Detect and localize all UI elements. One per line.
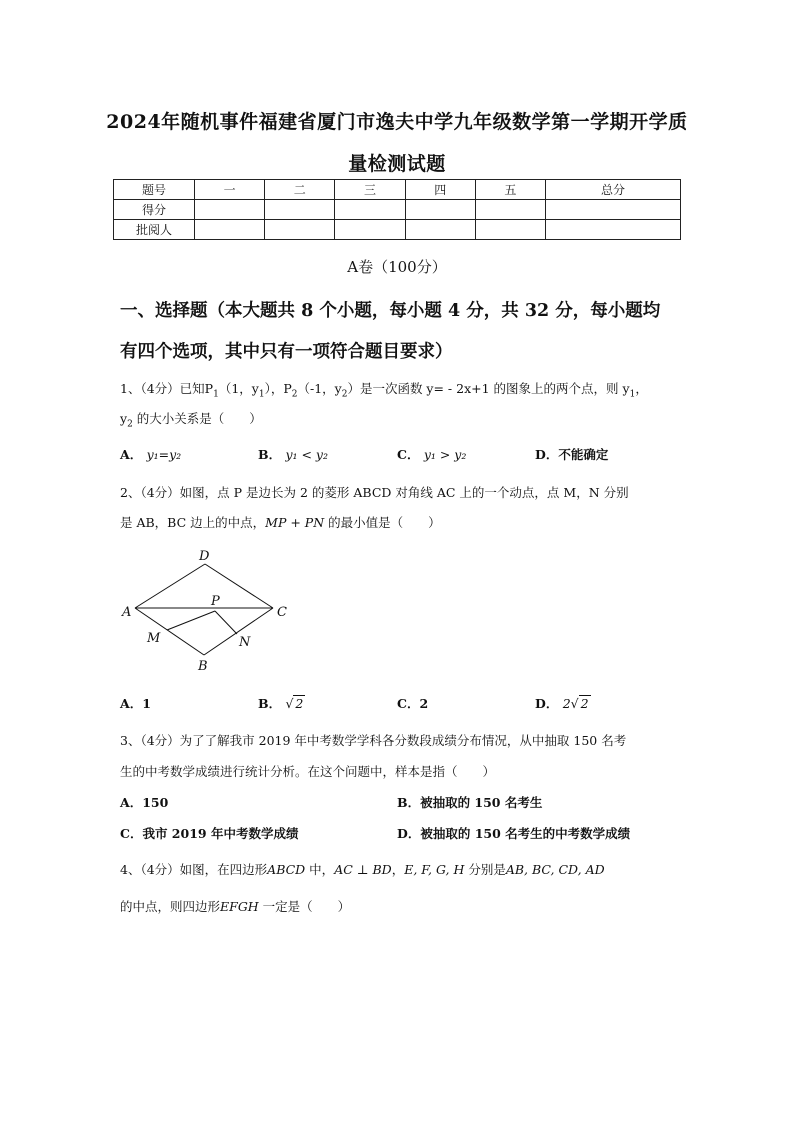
- label-a: A: [122, 605, 132, 620]
- q1-text: （-1，y: [297, 381, 342, 396]
- option-label: B．: [258, 447, 282, 462]
- header-cell: 二: [265, 180, 335, 200]
- q4-math: EFGH: [220, 899, 259, 914]
- reviewer-cell[interactable]: [335, 220, 405, 240]
- subscript: 2: [291, 389, 298, 400]
- q3-option-b[interactable]: B．被抽取的 150 名考生: [397, 795, 543, 810]
- q4-math: AC ⊥ BD: [334, 862, 392, 877]
- q1-line-1: [120, 379, 648, 400]
- q1-text: ），P: [264, 381, 292, 396]
- q1-option-d[interactable]: D．不能确定: [535, 447, 609, 462]
- section-a-heading: A卷（100分）: [347, 258, 447, 276]
- option-math: 2: [295, 696, 304, 711]
- option-math: y₁=y₂: [146, 447, 182, 462]
- q1-text: （1，y: [218, 381, 259, 396]
- reviewer-cell[interactable]: [546, 220, 681, 240]
- reviewer-row: [114, 220, 681, 240]
- q1-text: ，: [635, 381, 648, 396]
- option-label: B．: [258, 696, 282, 711]
- reviewer-cell[interactable]: [195, 220, 265, 240]
- label-n: N: [239, 635, 251, 650]
- score-row: [114, 200, 681, 220]
- q1-option-c[interactable]: [397, 445, 466, 463]
- reviewer-cell[interactable]: [405, 220, 475, 240]
- q1-option-b[interactable]: [258, 445, 328, 463]
- edge-ab: [135, 608, 204, 655]
- header-cell: 一: [195, 180, 265, 200]
- segment-mp: [167, 611, 215, 630]
- option-math: y₁ < y₂: [285, 447, 329, 462]
- q3-option-d[interactable]: D．被抽取的 150 名考生的中考数学成绩: [397, 826, 631, 841]
- option-math: y₁ > y₂: [423, 447, 467, 462]
- header-cell: 五: [475, 180, 545, 200]
- subscript: 1: [629, 389, 636, 400]
- q2-math: MP + PN: [265, 515, 325, 530]
- score-table: [113, 179, 681, 240]
- q2-text: 的最小值是（ ）: [324, 515, 441, 530]
- q4-text: 的中点，则四边形: [120, 899, 221, 914]
- q2-option-b[interactable]: [258, 694, 305, 712]
- q1-line-2: [120, 409, 262, 430]
- option-label: D．: [535, 696, 559, 711]
- part1-heading-line-1: 一、选择题（本大题共 8 个小题，每小题 4 分，共 32 分，每小题均: [120, 301, 661, 321]
- label-p: P: [211, 594, 220, 609]
- label-d: D: [199, 549, 210, 564]
- row-label: 批阅人: [114, 220, 195, 240]
- label-b: B: [198, 659, 208, 674]
- option-math: 2: [580, 696, 589, 711]
- q3-option-c[interactable]: C．我市 2019 年中考数学成绩: [120, 826, 299, 841]
- header-cell: 题号: [114, 180, 195, 200]
- row-label: 得分: [114, 200, 195, 220]
- q3-line-1: 3、（4分）为了了解我市 2019 年中考数学学科各分数段成绩分布情况，从中抽取 150 名考: [120, 733, 627, 748]
- score-cell[interactable]: [335, 200, 405, 220]
- q2-option-c[interactable]: C．2: [397, 696, 429, 711]
- q4-text: 一定是（ ）: [258, 899, 351, 914]
- header-cell: 四: [405, 180, 475, 200]
- q4-line-1: [120, 860, 605, 878]
- q4-text: 4、（4分）如图，在四边形: [120, 862, 268, 877]
- q1-text: 1、（4分）已知P: [120, 381, 214, 396]
- edge-ad: [135, 564, 205, 608]
- q4-text: 中，: [305, 862, 335, 877]
- label-c: C: [277, 605, 287, 620]
- subscript: 1: [213, 389, 219, 400]
- q3-line-2: 生的中考数学成绩进行统计分析。在这个问题中，样本是指（ ）: [120, 764, 496, 779]
- q4-text: 分别是: [464, 862, 506, 877]
- q4-math: AB, BC, CD, AD: [505, 862, 605, 877]
- q1-text: y: [120, 411, 128, 426]
- q1-option-a[interactable]: [120, 445, 181, 463]
- option-label: C．: [397, 447, 420, 462]
- part1-heading-line-2: 有四个选项，其中只有一项符合题目要求）: [120, 342, 453, 362]
- q2-line-2: [120, 513, 441, 531]
- reviewer-cell[interactable]: [265, 220, 335, 240]
- subscript: 2: [127, 419, 133, 430]
- q4-math: ABCD: [267, 862, 306, 877]
- score-cell[interactable]: [475, 200, 545, 220]
- q2-option-a[interactable]: A．1: [120, 696, 151, 711]
- q1-text: ）是一次函数 y= - 2x+1 的图象上的两个点，则 y: [347, 381, 630, 396]
- reviewer-cell[interactable]: [475, 220, 545, 240]
- subscript: 2: [341, 389, 348, 400]
- q4-math: E, F, G, H: [404, 862, 465, 877]
- subscript: 1: [258, 389, 265, 400]
- q2-line-1: 2、（4分）如图，点 P 是边长为 2 的菱形 ABCD 对角线 AC 上的一个动点，点 M，N 分别: [120, 485, 629, 500]
- q2-text: 是 AB，BC 边上的中点，: [120, 515, 266, 530]
- score-cell[interactable]: [265, 200, 335, 220]
- sqrt-icon: √: [570, 696, 579, 711]
- option-label: A．: [120, 447, 143, 462]
- score-table-header-row: [114, 180, 681, 200]
- q3-option-a[interactable]: A．150: [120, 795, 169, 810]
- score-cell[interactable]: [195, 200, 265, 220]
- sqrt-icon: √: [285, 696, 294, 711]
- score-cell[interactable]: [546, 200, 681, 220]
- label-m: M: [147, 631, 161, 646]
- rhombus-figure: [115, 545, 300, 675]
- header-cell: 总分: [546, 180, 681, 200]
- option-math: 2: [562, 696, 571, 711]
- q1-text: 的大小关系是（ ）: [132, 411, 262, 426]
- q4-line-2: [120, 897, 350, 915]
- score-cell[interactable]: [405, 200, 475, 220]
- title-line-2: 量检测试题: [348, 153, 446, 175]
- segment-pn: [215, 611, 237, 634]
- header-cell: 三: [335, 180, 405, 200]
- q2-option-d[interactable]: [535, 694, 591, 712]
- q4-text: ，: [391, 862, 405, 877]
- title-line-1: 2024年随机事件福建省厦门市逸夫中学九年级数学第一学期开学质: [106, 111, 688, 133]
